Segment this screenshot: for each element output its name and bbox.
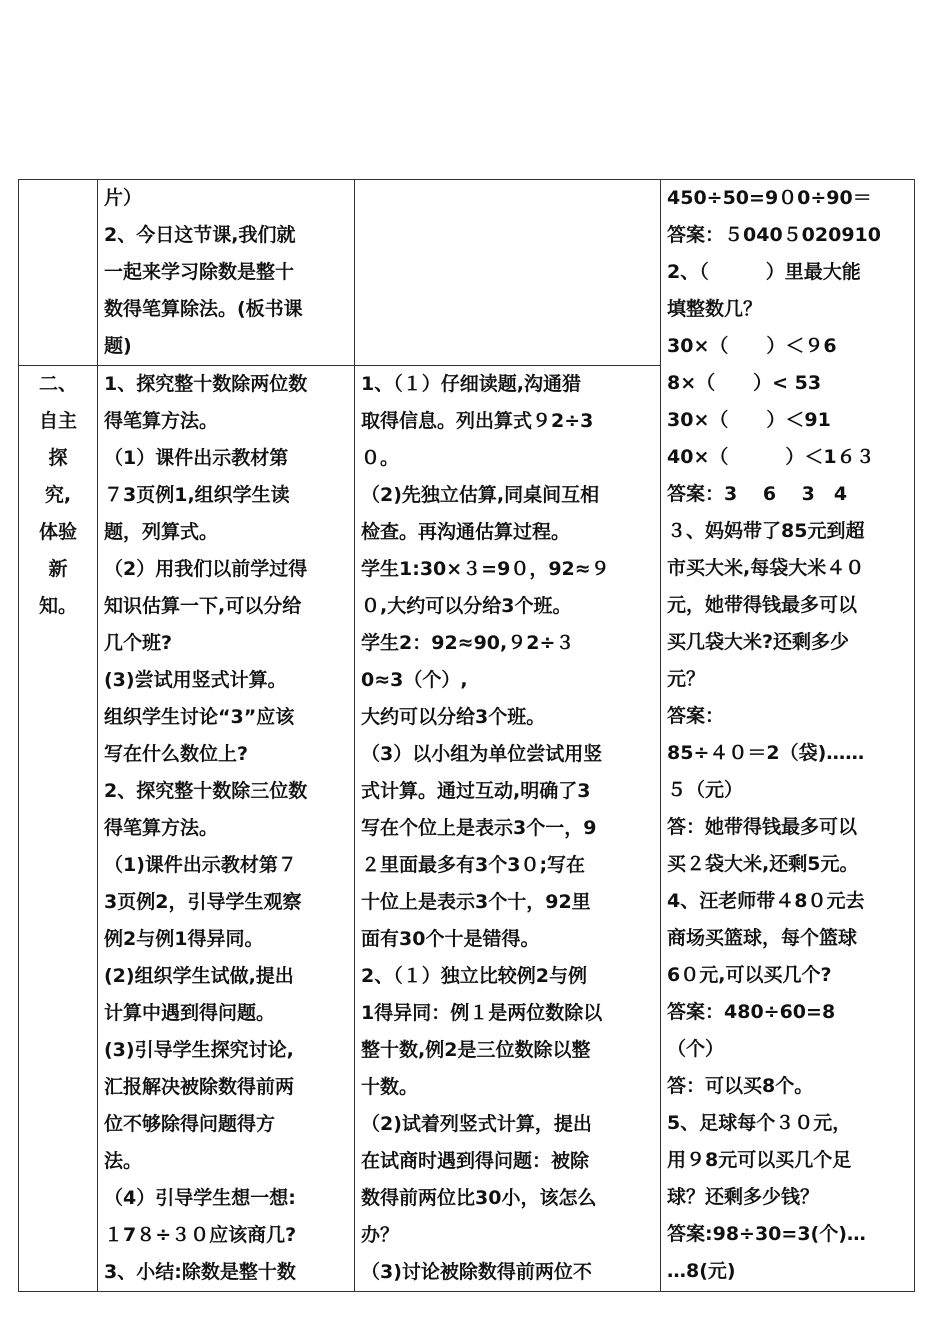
text-line: 1、探究整十数除两位数 [104, 373, 308, 395]
text-line: (3)尝试用竖式计算。 [104, 669, 287, 691]
teacher-activity-cell [98, 366, 355, 1292]
text-line: 买２袋大米,还剩5元。 [667, 853, 859, 875]
text-line: 写在个位上是表示3个一，9 [361, 817, 597, 839]
text-line: 办？ [361, 1224, 400, 1246]
text-line: ０。 [361, 447, 400, 469]
text-line: 元，她带得钱最多可以 [667, 594, 858, 616]
text-line: ３、妈妈带了85元到超 [667, 520, 865, 542]
text-line: （3）以小组为单位尝试用竖 [361, 743, 603, 765]
text-line: 几个班? [104, 632, 173, 654]
text-line: 答：可以买8个。 [667, 1075, 814, 1097]
text-line: 学生1:30×３=9０，92≈９ [361, 558, 610, 580]
text-line: ７3页例1,组织学生读 [104, 484, 290, 506]
text-line: 3、小结:除数是整十数 [104, 1261, 296, 1283]
text-line: （2）用我们以前学过得 [104, 558, 308, 580]
text-line: 答案： [667, 705, 725, 727]
text-line: （2)试着列竖式计算，提出 [361, 1113, 592, 1135]
text-line: (2)组织学生试做,提出 [104, 965, 294, 987]
student-activity-cell [355, 366, 661, 1292]
section-line: 探 [48, 447, 68, 469]
text-line: 在试商时遇到得问题：被除 [361, 1150, 590, 1172]
text-line: 例2与例1得异同。 [104, 928, 264, 950]
text-line: …8(元) [667, 1260, 736, 1282]
section-line: 究, [44, 484, 72, 506]
text-line: 取得信息。列出算式９2÷3 [361, 410, 594, 432]
text-line: (3)引导学生探究讨论, [104, 1039, 294, 1061]
text-line: 题，列算式。 [104, 521, 219, 543]
text-line: 计算中遇到得问题。 [104, 1002, 276, 1024]
text-line: 数得前两位比30小，该怎么 [361, 1187, 597, 1209]
text-line: 8×（ ）< 53 [667, 372, 822, 394]
text-line: 40×（ ）＜1６３ [667, 446, 875, 468]
text-line: 答：她带得钱最多可以 [667, 816, 858, 838]
text-line: １7８÷３０应该商几? [104, 1224, 297, 1246]
text-line: 题) [104, 335, 132, 357]
text-line: 答案：５040５020910 [667, 224, 881, 246]
lesson-plan-table [18, 179, 915, 1292]
text-line: 十数。 [361, 1076, 419, 1098]
text-line: 学生2：92≈90,９2÷３ [361, 632, 575, 654]
text-line: 得笔算方法。 [104, 410, 219, 432]
text-line: （4）引导学生想一想: [104, 1187, 296, 1209]
section-line: 新 [48, 558, 68, 580]
section-label-cell [19, 366, 98, 1292]
text-line: 30×（ ）＜９6 [667, 335, 837, 357]
text-line: 6０元,可以买几个? [667, 964, 832, 986]
text-line: 0≈3（个）, [361, 669, 468, 691]
text-line: 买几袋大米?还剩多少 [667, 631, 850, 653]
text-line: 填整数几？ [667, 298, 763, 320]
text-line: 3页例2，引导学生观察 [104, 891, 302, 913]
text-line: 4、汪老师带４8０元去 [667, 890, 865, 912]
text-line: （2)先独立估算,同桌间互相 [361, 484, 600, 506]
text-line: 十位上是表示3个十，92里 [361, 891, 591, 913]
text-line: 2、（ ）里最大能 [667, 261, 861, 283]
text-line: 450÷50=9０0÷90＝ [667, 187, 872, 209]
text-line: 面有30个十是错得。 [361, 928, 540, 950]
text-line: 2、今日这节课,我们就 [104, 224, 296, 246]
text-line: 球？还剩多少钱？ [667, 1186, 820, 1208]
text-line: 1得异同：例１是两位数除以 [361, 1002, 603, 1024]
text-line: ５（元） [667, 779, 744, 801]
section-line: 知。 [38, 595, 77, 617]
student-activity-cell-empty [355, 180, 661, 366]
text-line: 85÷４０＝2（袋)…… [667, 742, 865, 764]
text-line: 式计算。通过互动,明确了3 [361, 780, 591, 802]
text-line: ０,大约可以分给3个班。 [361, 595, 572, 617]
text-line: 答案：480÷60=8 [667, 1001, 836, 1023]
section-line: 体验 [38, 521, 77, 543]
section-line: 二、 [38, 373, 77, 395]
section-cell-empty [19, 180, 98, 366]
text-line: 答案:98÷30=3(个)… [667, 1223, 866, 1245]
text-line: 片） [104, 187, 143, 209]
text-line: 大约可以分给3个班。 [361, 706, 546, 728]
text-line: 2、（１）独立比较例2与例 [361, 965, 587, 987]
text-line: 得笔算方法。 [104, 817, 219, 839]
text-line: 整十数,例2是三位数除以整 [361, 1039, 591, 1061]
text-line: 位不够除得问题得方 [104, 1113, 276, 1135]
section-line: 自主 [38, 410, 77, 432]
text-line: 答案：3 6 3 4 [667, 483, 848, 505]
text-line: 5、足球每个３０元， [667, 1112, 852, 1134]
text-line: 用９8元可以买几个足 [667, 1149, 852, 1171]
text-line: 30×（ ）＜91 [667, 409, 831, 431]
text-line: 2、探究整十数除三位数 [104, 780, 308, 802]
text-line: 市买大米,每袋大米４０ [667, 557, 865, 579]
text-line: 知识估算一下,可以分给 [104, 595, 302, 617]
text-line: （个） [667, 1038, 725, 1060]
text-line: 写在什么数位上? [104, 743, 249, 765]
text-line: 法。 [104, 1150, 143, 1172]
text-line: ２里面最多有3个3０;写在 [361, 854, 586, 876]
text-line: （1)课件出示教材第７ [104, 854, 297, 876]
text-line: （1）课件出示教材第 [104, 447, 289, 469]
text-line: 商场买篮球，每个篮球 [667, 927, 858, 949]
table-row [19, 180, 915, 366]
text-line: 元？ [667, 668, 706, 690]
text-line: （3)讨论被除数得前两位不 [361, 1261, 592, 1283]
text-line: 组织学生讨论“3”应该 [104, 706, 295, 728]
text-line: 一起来学习除数是整十 [104, 261, 295, 283]
exercise-cell [661, 180, 915, 1292]
teacher-activity-cell [98, 180, 355, 366]
text-line: 检查。再沟通估算过程。 [361, 521, 571, 543]
text-line: 1、（１）仔细读题,沟通猎 [361, 373, 581, 395]
text-line: 汇报解决被除数得前两 [104, 1076, 295, 1098]
text-line: 数得笔算除法。(板书课 [104, 298, 303, 320]
